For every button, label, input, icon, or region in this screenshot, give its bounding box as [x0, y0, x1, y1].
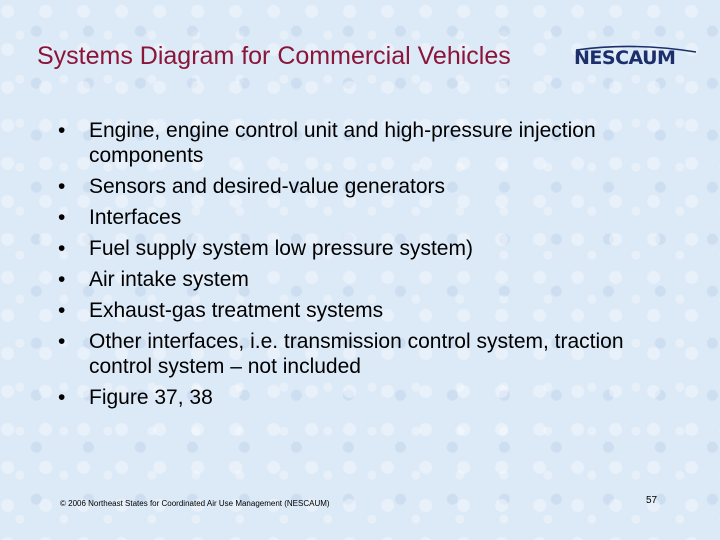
bullet-item — [58, 236, 648, 261]
bullet-marker: • — [58, 119, 66, 142]
bullet-item — [58, 174, 648, 199]
bullet-text: Fuel supply system low pressure system) — [89, 237, 473, 260]
bullet-item — [58, 205, 648, 230]
bullet-marker: • — [58, 386, 66, 409]
bullet-text: Exhaust-gas treatment systems — [89, 299, 384, 322]
bullet-text: Air intake system — [89, 268, 249, 291]
bullet-item — [58, 385, 648, 410]
bullet-marker: • — [58, 237, 66, 260]
copyright-footer: © 2006 Northeast States for Coordinated Air Use Management (NESCAUM) — [60, 499, 330, 508]
nescaum-logo — [574, 44, 698, 74]
bullet-text: Engine, engine control unit and high-pressure injection components — [89, 119, 596, 167]
bullet-marker: • — [58, 268, 66, 291]
bullet-text: Figure 37, 38 — [89, 386, 213, 409]
bullet-marker: • — [58, 206, 66, 229]
page-number: 57 — [646, 495, 658, 506]
bullet-item — [58, 267, 648, 292]
bullet-item — [58, 118, 648, 168]
bullet-text: Sensors and desired-value generators — [89, 175, 446, 198]
bullet-marker: • — [58, 299, 66, 322]
bullet-marker: • — [58, 330, 66, 353]
bullet-list — [58, 118, 648, 416]
bullet-text: Other interfaces, i.e. transmission control system, traction control system – not included — [89, 330, 624, 378]
bullet-item — [58, 329, 648, 379]
bullet-item — [58, 298, 648, 323]
slide-title: Systems Diagram for Commercial Vehicles — [37, 42, 511, 70]
bullet-marker: • — [58, 175, 66, 198]
bullet-text: Interfaces — [89, 206, 182, 229]
logo-text: NESCAUM — [574, 47, 676, 69]
